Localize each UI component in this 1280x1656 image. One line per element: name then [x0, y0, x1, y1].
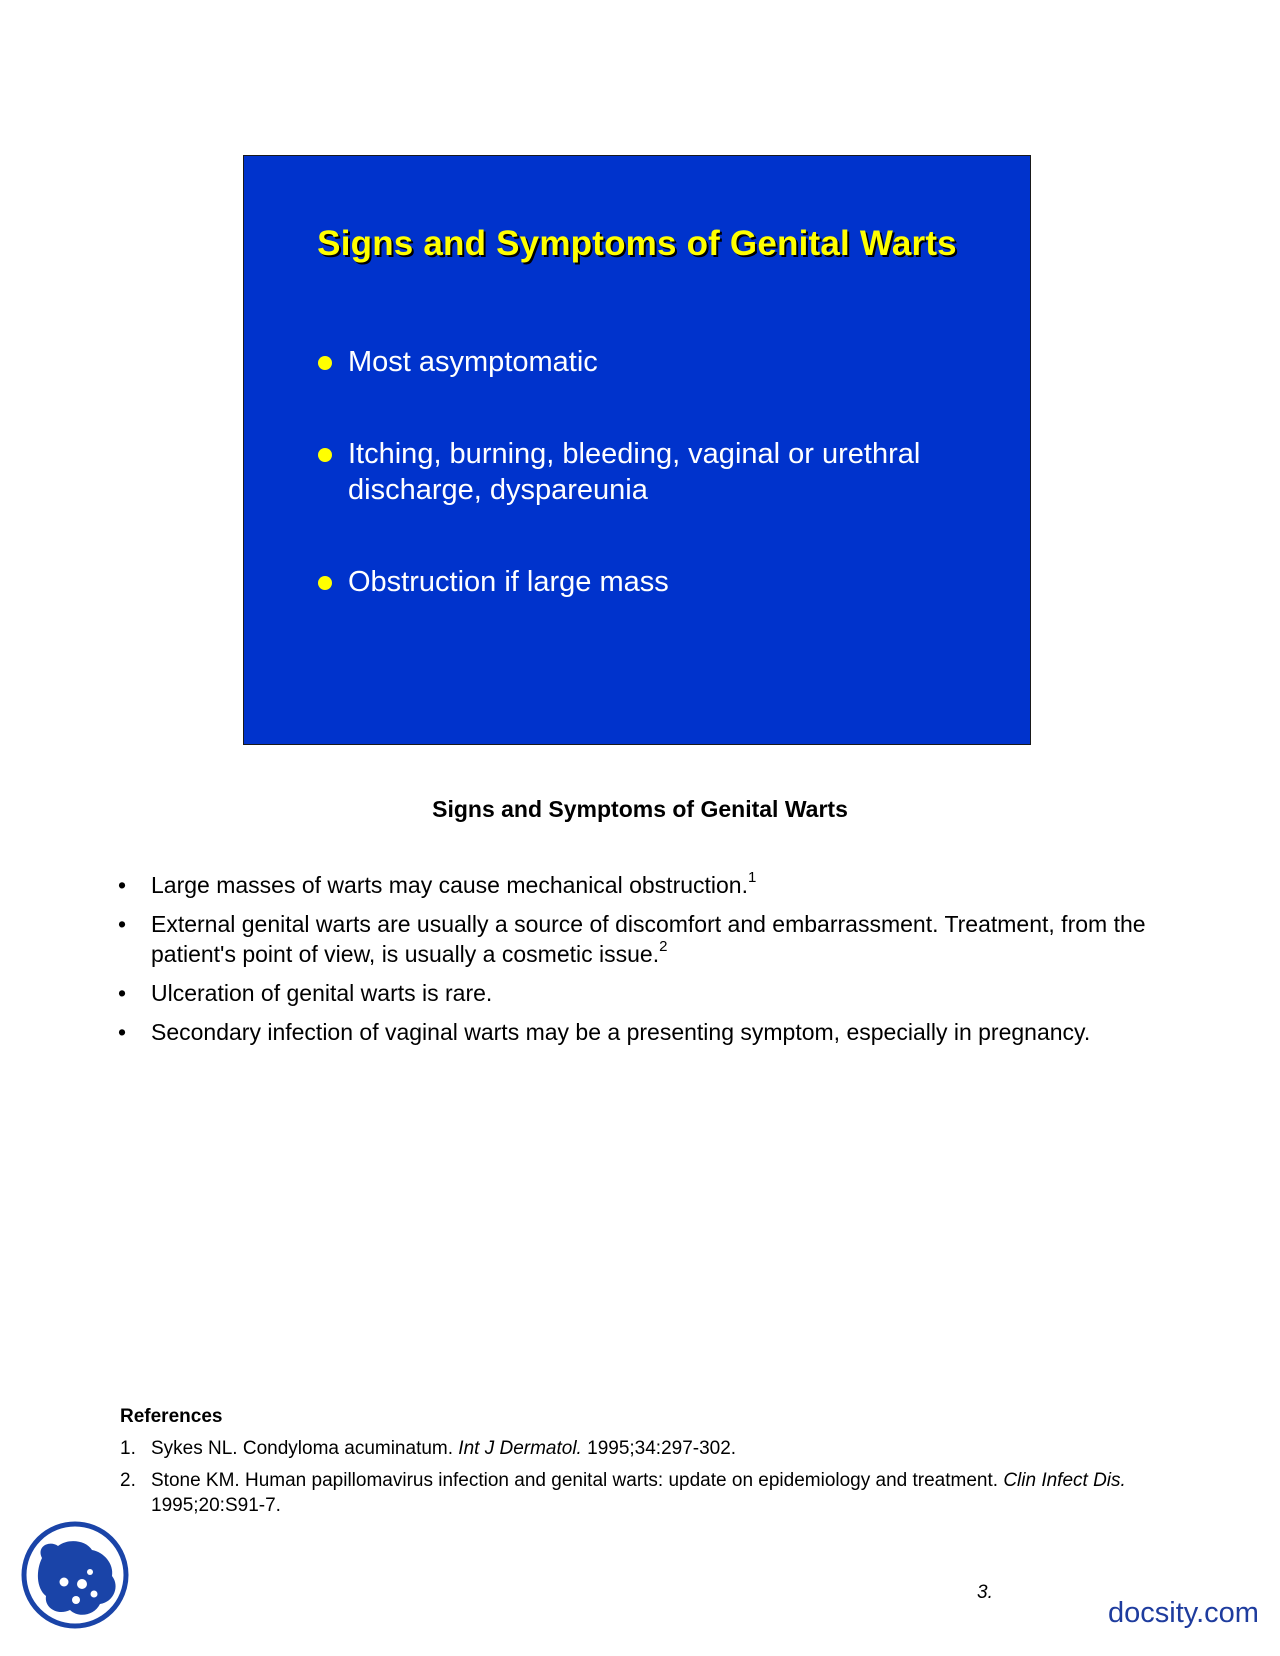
bullet-dot-icon — [318, 356, 332, 370]
docsity-logo-svg — [20, 1520, 130, 1630]
reference-text: Sykes NL. Condyloma acuminatum. — [151, 1438, 459, 1459]
notes-item — [118, 1017, 1148, 1047]
slide-bullet-text: Most asymptomatic — [348, 346, 598, 378]
reference-item — [120, 1468, 1150, 1518]
notes-list — [118, 870, 1148, 1056]
reference-text: Stone KM. Human papillomavirus infection and genital warts: update on epidemiology and treatment. — [151, 1470, 1004, 1491]
slide-title: Signs and Symptoms of Genital Warts — [317, 224, 957, 263]
reference-number: 1. — [120, 1438, 136, 1459]
bullet-dot-icon — [318, 448, 332, 462]
bullet-dot-icon — [318, 576, 332, 590]
references-list — [120, 1436, 1150, 1525]
footnote-ref: 1 — [748, 869, 757, 887]
docsity-logo-icon[interactable] — [20, 1520, 130, 1630]
notes-bullet: • — [118, 1019, 127, 1045]
slide-bullet-list — [318, 344, 998, 600]
notes-bullet: • — [118, 911, 127, 937]
slide-bullet — [318, 436, 998, 508]
notes-bullet: • — [118, 872, 127, 898]
notes-item-text: Secondary infection of vaginal warts may be a presenting symptom, especially in pregnancy. — [151, 1019, 1091, 1045]
notes-item — [118, 870, 1148, 900]
notes-item-text: Ulceration of genital warts is rare. — [151, 980, 493, 1006]
references-heading: References — [120, 1406, 223, 1427]
notes-bullet: • — [118, 980, 127, 1006]
brand-link[interactable]: docsity.com — [1108, 1597, 1259, 1629]
reference-citation: 1995;20:S91-7. — [151, 1495, 281, 1516]
slide-bullet — [318, 344, 998, 380]
slide-bullet — [318, 564, 998, 600]
slide-bullet-text: Itching, burning, bleeding, vaginal or urethral discharge, dyspareunia — [348, 438, 921, 506]
slide-image — [243, 155, 1031, 745]
notes-item — [118, 978, 1148, 1008]
reference-citation: 1995;34:297-302. — [581, 1438, 737, 1459]
notes-item-text: Large masses of warts may cause mechanical obstruction. — [151, 872, 748, 898]
footnote-ref: 2 — [659, 938, 668, 956]
reference-journal: Int J Dermatol. — [458, 1438, 582, 1459]
page-number: 3. — [977, 1582, 993, 1603]
reference-journal: Clin Infect Dis. — [1003, 1470, 1126, 1491]
notes-item-text: External genital warts are usually a source of discomfort and embarrassment. Treatment, from the patient's point of view, is usually a cosmetic issue. — [151, 911, 1146, 967]
slide-bullet-text: Obstruction if large mass — [348, 566, 669, 598]
notes-heading: Signs and Symptoms of Genital Warts — [432, 796, 848, 822]
reference-number: 2. — [120, 1470, 136, 1491]
reference-item — [120, 1436, 1150, 1461]
notes-item — [118, 909, 1148, 969]
